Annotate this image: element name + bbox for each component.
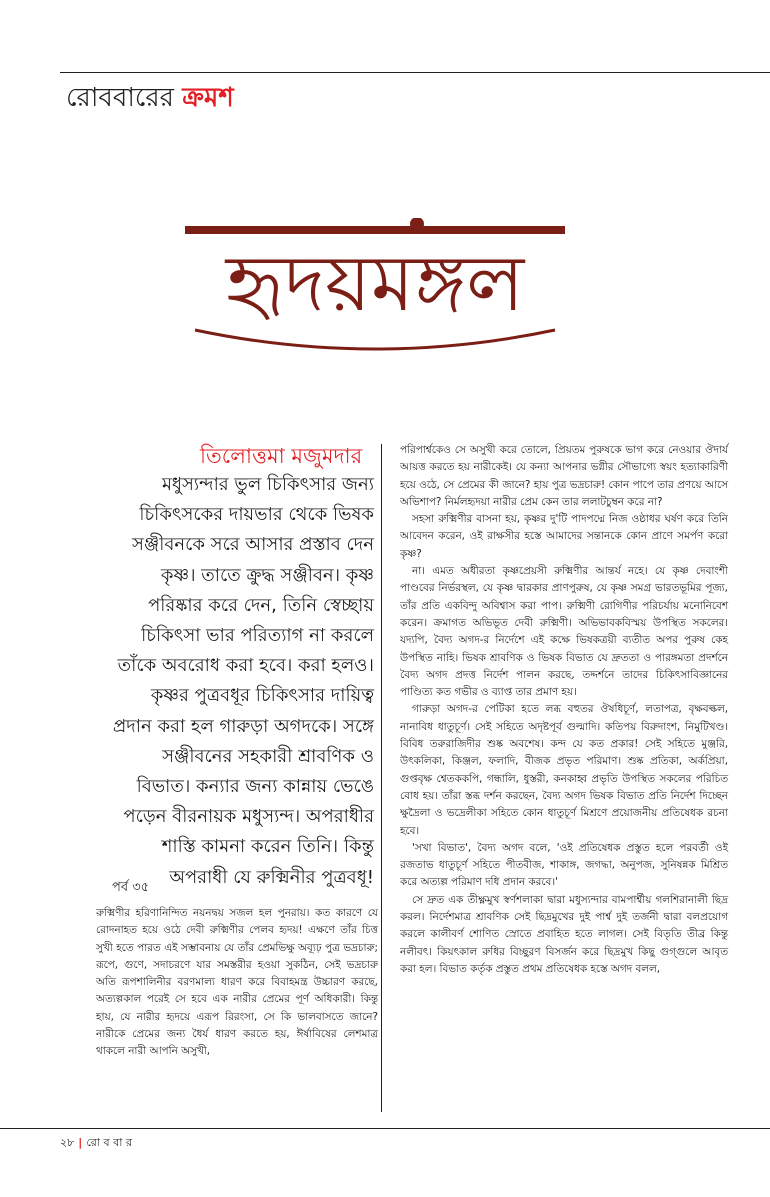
section-accent: ক্রমশ bbox=[182, 83, 234, 113]
section-prefix: রোববারের bbox=[66, 83, 183, 113]
publication-name: রো ব বা র bbox=[86, 1136, 133, 1149]
top-rule bbox=[60, 72, 770, 73]
section-header bbox=[66, 82, 234, 114]
masthead-swash bbox=[195, 330, 555, 349]
paragraph: 'সখা বিভাত', বৈদ্য অগদ বলে, 'ওই প্রতিষেধক প্রস্তুত হলে পরবর্তী ওই রজতাভ ধাতুচূর্ণ সহিতে পীতবীজ, শাকাঙ্গ, জগদ্ধা, অনুপজ, সুনিষন্নক মিশ্রিত করে অত্যল্প পরিমাণ দধি প্রদান করবে।' bbox=[400, 841, 728, 889]
masthead-title bbox=[185, 218, 565, 358]
left-column bbox=[96, 905, 378, 1061]
paragraph: রুক্মিণীর হরিণানিন্দিত নয়নদ্বয় সজল হল পুনরায়। কত কারণে যে রোদনাহত হয়ে ওঠে দেবী রুক্মিণীর পেলব হৃদয়! এক্ষণে তাঁর চিত্ত সুখী হতে পারত এই সম্ভাবনায় যে তাঁর প্রেমভিক্ষু অব্যূঢ় পুত্র ভদ্রচারু; রূপে, গুণে, সদাচরণে যার সমস্তরীর হওয়া সুকঠিন, সেই ভদ্রচারু অতি রূপশালিনীর বরণমাল্য ধারণ করে বিবাহমন্ত্র উচ্চারণ করছে, অত্যল্পকাল পরেই সে হবে এক নারীর প্রেমের পূর্ণ অধিকারী। কিন্তু হায়, যে নারীর হৃদয়ে এরূপ রিরংসা, সে কি ভালবাসতে জানে? নারীকে প্রেমের জন্য ধৈর্য ধারণ করতে হয়, ঈর্ষাবিষের লেশমাত্র থাকলে নারী আপনি অসুখী, bbox=[96, 907, 378, 1058]
right-column bbox=[400, 442, 728, 978]
author-name: তিলোত্তমা মজুমদার bbox=[200, 444, 363, 468]
masthead-bar bbox=[185, 226, 565, 234]
masthead-text: হৃদয়মঙ্গল bbox=[225, 239, 525, 329]
footer bbox=[60, 1134, 132, 1153]
paragraph: গারুড়া অগদ-র পেটিকা হতে লব্ধ বহুতর ঔষধিচূর্ণ, লতাপত্র, বৃক্ষবল্কল, নানাবিধ ধাতুচূর্ণ। সেই সহিতে অদৃষ্টপূর্ব গুল্মাদি। কতিপয় বিরুদাংশ, নিমুটিখণ্ড। বিবিধ তরুরাজিদীর শুষ্ক অবশেষ। কন্দ যে কত প্রকার! সেই সহিতে মুঞ্জরি, উৎকলিকা, কিঞ্জল, ফলাদি, বীজক প্রভৃত পরিমাণ। শুষ্ক প্রতিকা, অর্কপ্রিয়া, গুপ্তবৃক্ষ শ্বেতককপি, গন্ধালি, ধুস্তরী, কনকাহ্ব প্রভৃতি উপস্থিত সকলের পরিচিত বোধ হয়। তাঁরা স্তব্ধ দর্শন করছেন, বৈদ্য অগদ ভিষক বিভাত প্রতি নির্দেশ দিচ্ছেন ক্ষুদ্রৈলা ও ভদ্রেলীকা সহিতে কোন ধাতুচূর্ণ মিশ্রণে প্রয়োজনীয় প্রতিষেধক রচনা হবে। bbox=[400, 703, 728, 837]
page-number: ২৮ bbox=[60, 1136, 75, 1149]
footer-separator: | bbox=[78, 1136, 83, 1149]
paragraph: না। এমত অধীরতা কৃষ্ণপ্রেয়সী রুক্মিণীর আন্তর্য নহে। যে কৃষ্ণ দেবাংশী পাণ্ডবের নির্ভরস্থল, যে কৃষ্ণ দ্বারকার প্রাণপুরুষ, যে কৃষ্ণ সমগ্র ভারতভূমির পূজ্য, তাঁর প্রতি একবিন্দু অবিশ্বাস করা পাপ। রুক্মিণী রোগিণীর পরিচর্যায় মনোনিবেশ করেন। ক্রমাগত অভিভূত দেবী রুক্মিণী। অভিভাবকবিস্ময় উপস্থিত সকলের। যদ্যপি, বৈদ্য অগদ-র নির্দেশে এই কক্ষে ভিষকত্রয়ী ব্যতীত অপর পুরুষ কেহ উপস্থিত নাহি। ভিষক শ্রাবণিক ও ভিষক বিভাত যে দ্রুততা ও পারঙ্গমতা প্রদর্শনে বৈদ্য অগদ প্রদত্ত নির্দেশ পালন করছে, তদ্দর্শনে তাদের চিকিৎসাবিজ্ঞানের পাণ্ডিত্য কত গভীর ও ব্যাপ্ত তার প্রমাণ হয়। bbox=[400, 565, 728, 699]
paragraph: সহসা রুক্মিণীর বাসনা হয়, কৃষ্ণর দু'টি পাদপদ্মে নিজ ওষ্ঠাধর ঘর্ষণ করে তিনি আবেদন করেন, ওই রাক্ষসীর হস্তে আমাদের সন্তানকে কোন প্রাণে সমর্পণ করো কৃষ্ণ? bbox=[400, 513, 728, 560]
episode-label: পর্ব ৩৫ bbox=[112, 880, 150, 895]
paragraph: পরিপার্শ্বকেও সে অসুখী করে তোলে, প্রিয়তম পুরুষকে ভাগ করে নেওয়ার ঔদার্য আয়ত্ত করতে হয় নারীকেই। যে কন্যা আপনার ভগ্নীর সৌভাগ্যে স্বয়ং হত্যাকারিণী হয়ে ওঠে, সে প্রেমের কী জানে? হায় পুত্র ভদ্রচারু! কোন পাপে তার প্রণয়ে আসে অভিশাপ? নির্মলহৃদয়া নারীর প্রেম কেন তার ললাটচুম্বন করে না? bbox=[400, 444, 728, 508]
footer-rule bbox=[0, 1128, 770, 1129]
synopsis: মধুস্যন্দার ভুল চিকিৎসার জন্য চিকিৎসকের দায়ভার থেকে ভিষক সঞ্জীবনকে সরে আসার প্রস্তাব দেন কৃষ্ণ। তাতে ক্রুদ্ধ সঞ্জীবন। কৃষ্ণ পরিষ্কার করে দেন, তিনি স্বেচ্ছায় চিকিৎসা ভার পরিত্যাগ না করলে তাঁকে অবরোধ করা হবে। করা হলও। কৃষ্ণর পুত্রবধূর চিকিৎসার দায়িত্ব প্রদান করা হল গারুড়া অগদকে। সঙ্গে সঞ্জীবনের সহকারী শ্রাবণিক ও বিভাত। কন্যার জন্য কান্নায় ভেঙে পড়েন বীরনায়ক মধুস্যন্দ। অপরাধীর শাস্তি কামনা করেন তিনি। কিন্তু অপরাধী যে রুক্মিনীর পুত্রবধূ! bbox=[112, 474, 374, 888]
column-divider bbox=[381, 444, 382, 1112]
paragraph: সে দ্রুত এক তীক্ষ্ণমুখ স্বর্ণশলাকা দ্বারা মধুস্যন্দার বামপার্শ্বীয় গলশিরানালী ছিদ্র করল। নির্দেশমাত্র শ্রাবণিক সেই ছিদ্রমুখের দুই পার্শ্ব দুই তর্জনী দ্বারা বলপ্রয়োগ করলে কালীবর্ণ শোণিত স্রোতে প্রবাহিত হতে লাগল। সেই বিতৃতি তীব্র কিন্তু নলীবৎ। কিয়ৎকাল রুধির বিচ্ছুরণ বিসর্জন করে ছিদ্রমুখ কিছু গুগ্গুলে আবৃত করা হল। বিভাত কর্তৃক প্রস্তুত প্রথম প্রতিষেধক হস্তে অগদ বলল, bbox=[400, 893, 728, 975]
